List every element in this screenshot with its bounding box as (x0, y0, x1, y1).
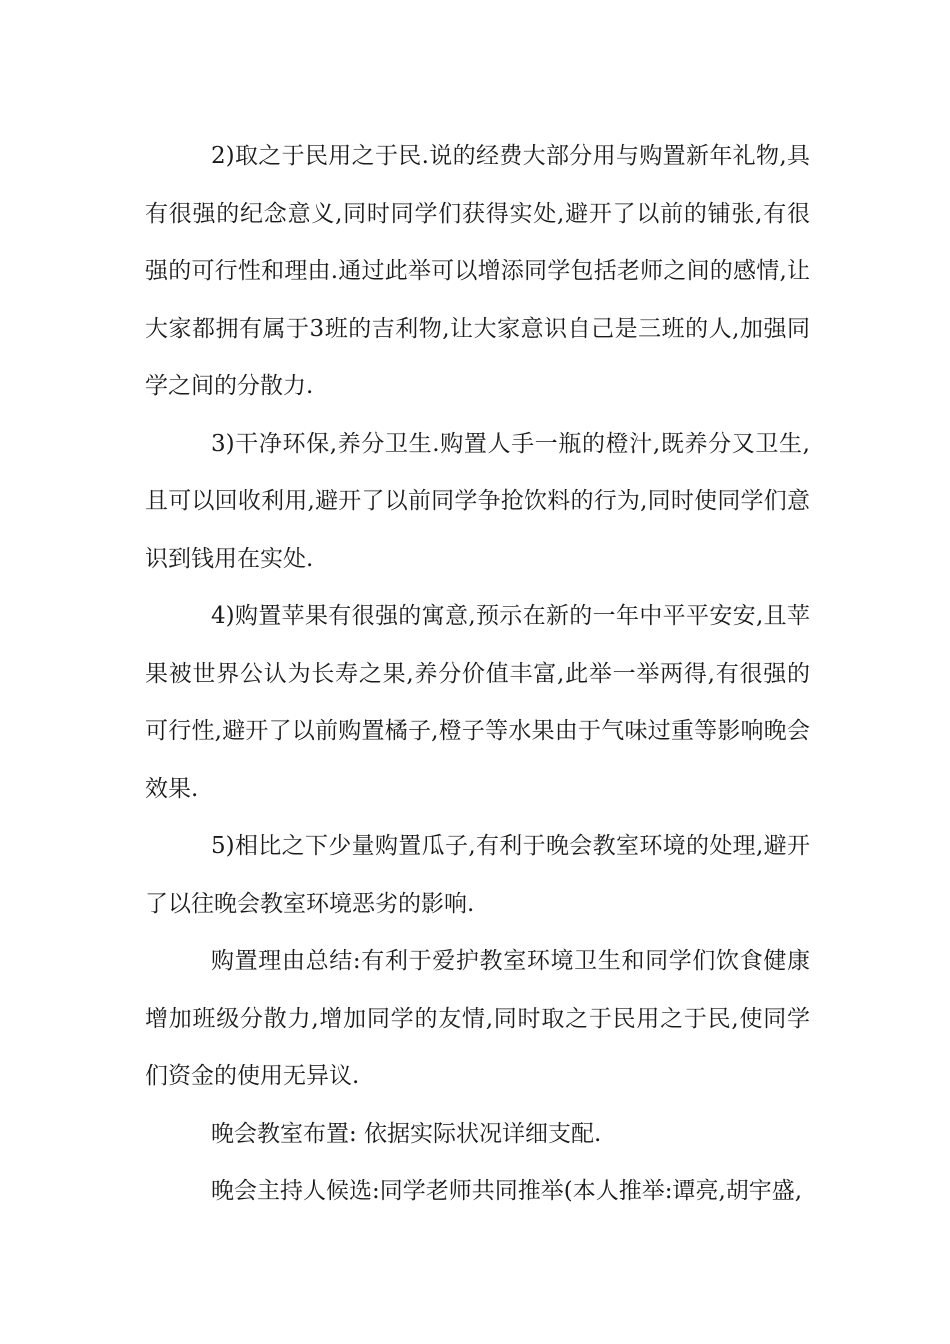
paragraph-host-candidates: 晚会主持人候选:同学老师共同推举(本人推举:谭亮,胡宇盛, (211, 1178, 803, 1204)
paragraph-melon-seeds: 5)相比之下少量购置瓜子,有利于晚会教室环境的处理,避开了以往晚会教室环境恶劣的影响. (145, 833, 810, 917)
paragraph-purchase-summary: 购置理由总结:有利于爱护教室环境卫生和同学们饮食健康增加班级分散力,增加同学的友情,同时取之于民用之于民,使同学们资金的使用无异议. (145, 948, 810, 1089)
paragraph-orange-juice: 3)干净环保,养分卫生.购置人手一瓶的橙汁,既养分又卫生,且可以回收利用,避开了以前同学争抢饮料的行为,同时使同学们意识到钱用在实处. (145, 430, 810, 572)
paragraph-purchase-gifts: 2)取之于民用之于民.说的经费大部分用与购置新年礼物,具有很强的纪念意义,同时同学们获得实处,避开了以前的铺张,有很强的可行性和理由.通过此举可以增添同学包括老师之间的感情,让大家都拥有属于3班的吉利物,让大家意识自己是三班的人,加强同学之间的分散力. (145, 143, 810, 399)
paragraph-classroom-layout: 晚会教室布置: 依据实际状况详细支配. (211, 1120, 602, 1147)
document-body (145, 128, 810, 1221)
paragraph-apples: 4)购置苹果有很强的寓意,预示在新的一年中平平安安,且苹果被世界公认为长寿之果,养分价值丰富,此举一举两得,有很强的可行性,避开了以前购置橘子,橙子等水果由于气味过重等影响晚会效果. (145, 603, 810, 802)
